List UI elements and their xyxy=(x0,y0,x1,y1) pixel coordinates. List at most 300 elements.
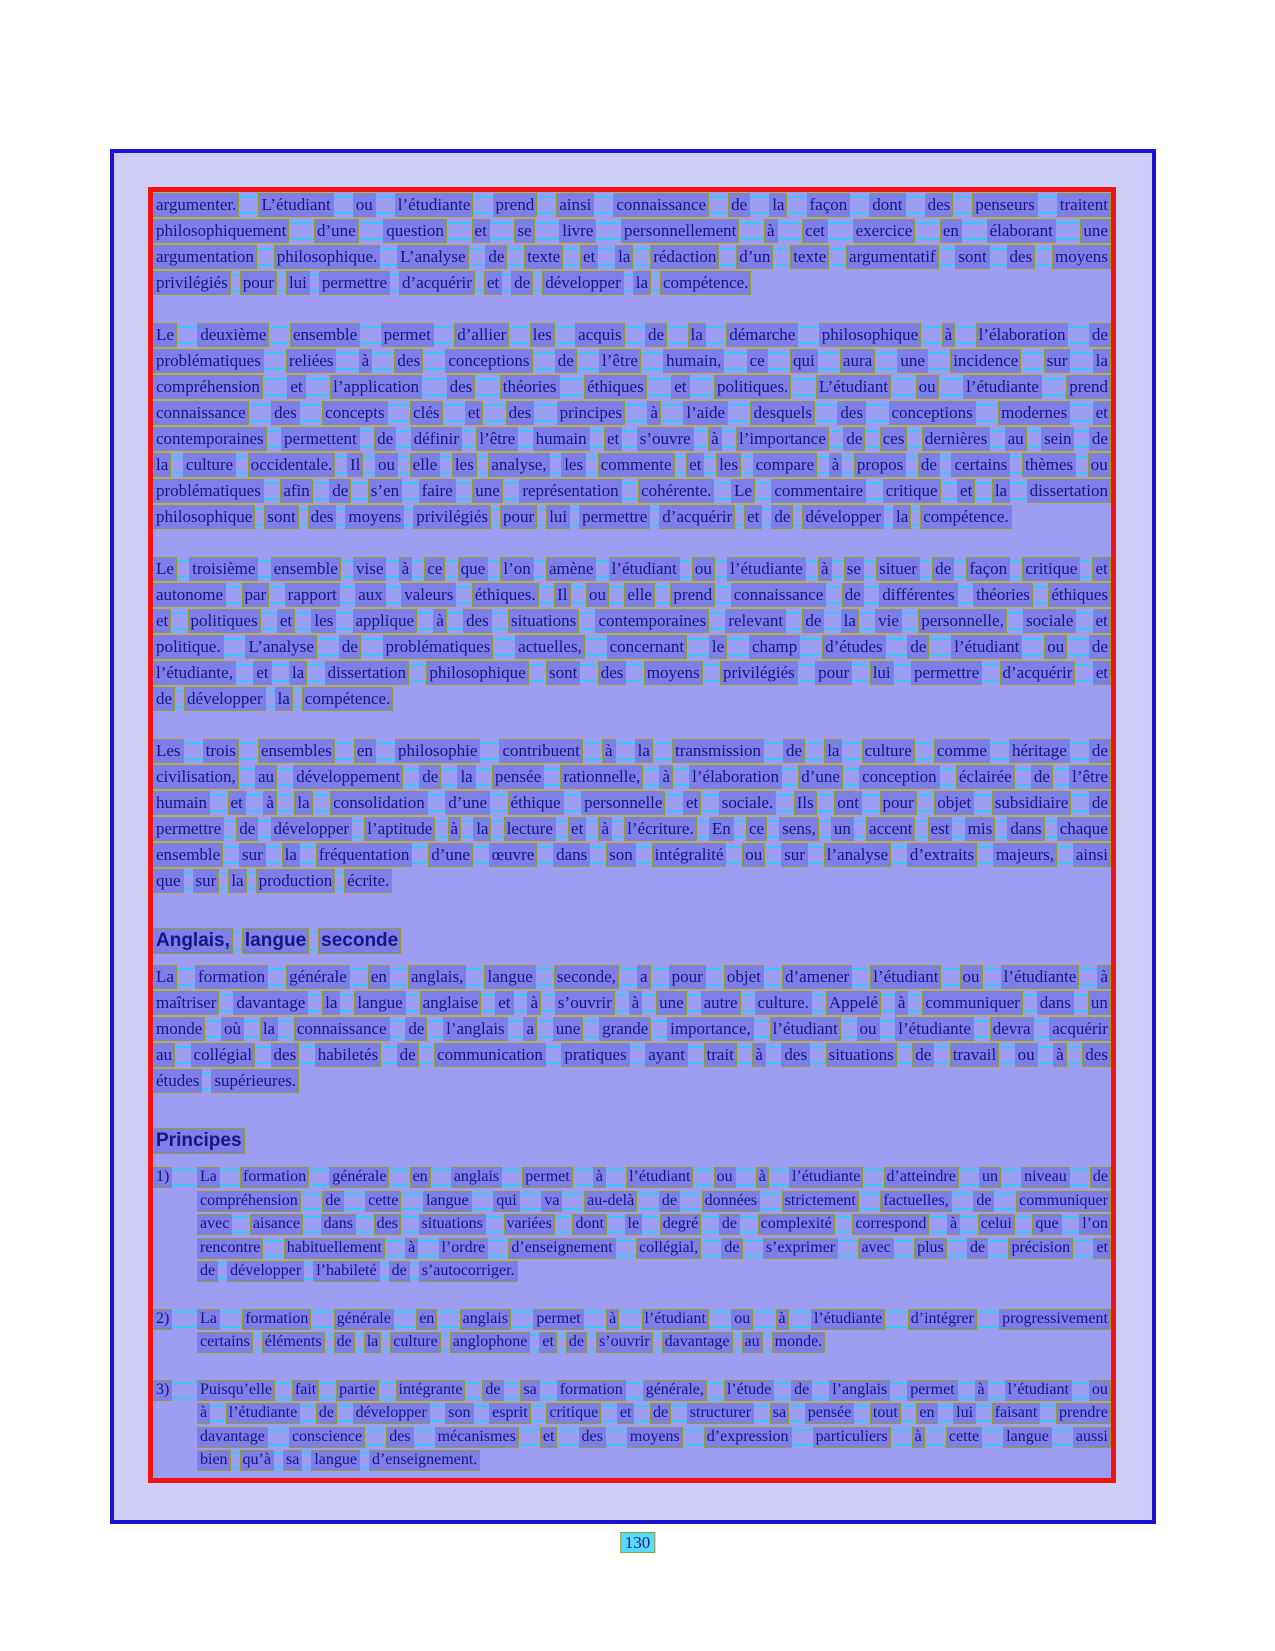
text-line xyxy=(153,1379,197,1403)
word-box: permettent xyxy=(281,427,360,451)
word-box: traitent xyxy=(1057,193,1111,217)
word-box: à xyxy=(659,765,673,789)
word-box: et xyxy=(228,791,246,815)
word-box: certains xyxy=(951,453,1010,477)
word-box: éthiques xyxy=(1048,583,1111,607)
word-box: desquels xyxy=(750,401,815,425)
text-line xyxy=(153,400,1111,426)
word-box: des xyxy=(386,1427,413,1448)
text-line xyxy=(197,1166,1111,1190)
word-box: et xyxy=(153,609,171,633)
word-box: texte xyxy=(524,245,563,269)
word-box: des xyxy=(579,1427,606,1448)
word-box: humain xyxy=(533,427,590,451)
word-box: sur xyxy=(239,843,266,867)
word-box: de xyxy=(783,739,805,763)
word-box: lui xyxy=(546,505,570,529)
word-box: et xyxy=(1092,557,1110,581)
word-box: aussi xyxy=(1073,1427,1111,1448)
document-page xyxy=(110,149,1156,1524)
word-box: acquérir xyxy=(1049,1017,1111,1041)
word-box: qu’à xyxy=(240,1450,274,1471)
text-line xyxy=(153,868,392,894)
word-box: et xyxy=(1093,609,1111,633)
word-box: le xyxy=(625,1214,643,1235)
word-box: et xyxy=(683,791,701,815)
word-box: de xyxy=(650,1403,671,1424)
word-box: l’étudiante xyxy=(727,557,806,581)
word-box: façon xyxy=(966,557,1010,581)
word-box: monde. xyxy=(772,1332,826,1353)
paragraph xyxy=(153,738,1111,894)
word-box: problématiques xyxy=(153,479,264,503)
word-box: ensemble xyxy=(153,843,223,867)
word-box: à xyxy=(776,1309,789,1330)
word-box: l’étudiant xyxy=(1005,1380,1072,1401)
word-box: La xyxy=(197,1309,220,1330)
word-box: sens, xyxy=(779,817,819,841)
word-box: supérieures. xyxy=(211,1069,299,1093)
word-box: pensée xyxy=(805,1403,855,1424)
word-box: développer xyxy=(271,817,353,841)
word-box: rédaction xyxy=(650,245,719,269)
word-box: aux xyxy=(355,583,386,607)
word-box: à xyxy=(942,323,956,347)
word-box: l’aide xyxy=(683,401,728,425)
word-box: concepts xyxy=(322,401,387,425)
word-box: Le xyxy=(153,557,177,581)
heading-word-box: seconde xyxy=(318,928,401,954)
word-box: ce xyxy=(424,557,445,581)
heading-word-box: Anglais, xyxy=(153,928,233,954)
word-box: question xyxy=(383,219,447,243)
word-box: à xyxy=(829,453,843,477)
word-box: rationnelle, xyxy=(560,765,643,789)
word-box: ensemble xyxy=(290,323,360,347)
word-box: contemporaines xyxy=(153,427,267,451)
item-number-column xyxy=(153,1308,197,1355)
word-box: son xyxy=(606,843,636,867)
word-box: majeurs, xyxy=(993,843,1057,867)
word-box: d’une xyxy=(428,843,473,867)
word-box: la xyxy=(457,765,475,789)
word-box: de xyxy=(566,1332,587,1353)
word-box: de xyxy=(1089,635,1111,659)
word-box: L’étudiant xyxy=(816,375,891,399)
word-box: et xyxy=(580,245,598,269)
word-box: en xyxy=(940,219,962,243)
word-box: ensemble xyxy=(271,557,341,581)
word-box: critique xyxy=(546,1403,601,1424)
text-line xyxy=(153,426,1111,452)
word-box: la xyxy=(294,791,312,815)
word-box: générale, xyxy=(643,1380,707,1401)
word-box: maîtriser xyxy=(153,991,219,1015)
word-box: le xyxy=(709,635,727,659)
word-box: pensée xyxy=(492,765,544,789)
word-box: d’enseignement xyxy=(508,1238,615,1259)
word-box: Le xyxy=(153,323,177,347)
word-box: à xyxy=(752,1043,766,1067)
word-box: acquis xyxy=(575,323,624,347)
word-box: héritage xyxy=(1009,739,1070,763)
word-box: développer xyxy=(802,505,884,529)
word-box: vie xyxy=(875,609,902,633)
word-box: la xyxy=(228,869,246,893)
word-box: où xyxy=(221,1017,244,1041)
word-box: degré xyxy=(660,1214,702,1235)
word-box: progressivement xyxy=(999,1309,1111,1330)
word-box: ou xyxy=(1015,1043,1038,1067)
word-box: à xyxy=(947,1214,960,1235)
word-box: autonome xyxy=(153,583,226,607)
word-box: des xyxy=(308,505,337,529)
item-number-column xyxy=(153,1379,197,1473)
text-line xyxy=(153,374,1111,400)
word-box: personnellement xyxy=(621,219,739,243)
word-box: philosophiquement xyxy=(153,219,289,243)
word-box: anglophone xyxy=(450,1332,531,1353)
word-box: les xyxy=(530,323,555,347)
word-box: pour xyxy=(669,965,706,989)
word-box: sont xyxy=(264,505,298,529)
word-box: conception xyxy=(859,765,940,789)
word-box: politiques. xyxy=(714,375,791,399)
word-box: ou xyxy=(353,193,376,217)
numbered-item xyxy=(153,1166,1111,1284)
word-box: critique xyxy=(1022,557,1080,581)
word-box: prend xyxy=(1066,375,1111,399)
word-box: collégial xyxy=(191,1043,256,1067)
text-line xyxy=(153,927,401,955)
item-body xyxy=(197,1379,1111,1473)
word-box: contemporaines xyxy=(595,609,709,633)
word-box: davantage xyxy=(197,1427,268,1448)
word-box: intégrante xyxy=(396,1380,466,1401)
word-box: de xyxy=(329,479,351,503)
word-box: fait xyxy=(292,1380,319,1401)
word-box: études xyxy=(153,1069,202,1093)
word-box: à xyxy=(629,991,643,1015)
word-box: de xyxy=(1031,765,1053,789)
word-box: s’ouvrir xyxy=(555,991,615,1015)
word-box: moyens xyxy=(345,505,404,529)
word-box: sein xyxy=(1041,427,1074,451)
word-box: Il xyxy=(347,453,363,477)
word-box: s’exprimer xyxy=(763,1238,838,1259)
text-line xyxy=(153,556,1111,582)
word-box: celui xyxy=(978,1214,1015,1235)
word-box: esprit xyxy=(489,1403,531,1424)
text-line xyxy=(153,452,1111,478)
word-box: chaque xyxy=(1057,817,1111,841)
word-box: intégralité xyxy=(652,843,727,867)
section-heading xyxy=(153,927,1111,955)
word-box: accent xyxy=(866,817,915,841)
word-box: l’étude xyxy=(724,1380,774,1401)
word-box: éthiques xyxy=(584,375,647,399)
text-line xyxy=(153,990,1111,1016)
word-box: des xyxy=(1007,245,1036,269)
word-box: moyens xyxy=(1052,245,1111,269)
word-box: collégial, xyxy=(636,1238,701,1259)
word-box: concernant xyxy=(607,635,688,659)
word-box: ainsi xyxy=(556,193,594,217)
word-box: s’autocorriger. xyxy=(419,1261,518,1282)
word-box: autre xyxy=(701,991,741,1015)
word-box: analyse, xyxy=(488,453,549,477)
ocr-text-region-box xyxy=(148,187,1116,1483)
text-line xyxy=(153,322,1111,348)
word-box: et xyxy=(287,375,305,399)
word-box: Puisqu’elle xyxy=(197,1380,275,1401)
word-box: permet xyxy=(907,1380,957,1401)
word-box: permettre xyxy=(153,817,224,841)
word-box: habiletés xyxy=(315,1043,381,1067)
word-box: applique xyxy=(353,609,418,633)
word-box: au-delà xyxy=(584,1191,637,1212)
word-box: aura xyxy=(840,349,875,373)
word-box: et xyxy=(540,1427,558,1448)
word-box: En xyxy=(709,817,734,841)
word-box: commente xyxy=(598,453,675,477)
word-box: valeurs xyxy=(401,583,456,607)
word-box: mis xyxy=(965,817,996,841)
word-box: conceptions xyxy=(445,349,532,373)
word-box: texte xyxy=(790,245,829,269)
word-box: à xyxy=(448,817,462,841)
text-line xyxy=(197,1237,1111,1261)
word-box: d’une xyxy=(445,791,490,815)
word-box: argumentatif xyxy=(846,245,939,269)
word-box: L’analyse xyxy=(245,635,316,659)
word-box: sur xyxy=(781,843,808,867)
word-box: exercice xyxy=(853,219,916,243)
word-box: de xyxy=(197,1261,218,1282)
word-box: subsidiaire xyxy=(992,791,1072,815)
word-box: prendre xyxy=(1056,1403,1111,1424)
word-box: amène xyxy=(546,557,596,581)
word-box: la xyxy=(1093,349,1111,373)
word-box: langue xyxy=(1003,1427,1052,1448)
word-box: formation xyxy=(195,965,268,989)
word-box: à xyxy=(593,1167,606,1188)
word-box: anglais, xyxy=(408,965,466,989)
word-box: des xyxy=(837,401,866,425)
text-line xyxy=(153,790,1111,816)
word-box: Les xyxy=(153,739,184,763)
word-box: de xyxy=(389,1261,410,1282)
word-box: l’analyse xyxy=(824,843,891,867)
word-box: à xyxy=(912,1427,925,1448)
word-box: représentation xyxy=(519,479,621,503)
word-box: de xyxy=(918,453,940,477)
word-box: à xyxy=(405,1238,418,1259)
word-box: s’ouvrir xyxy=(596,1332,653,1353)
word-box: L’étudiant xyxy=(258,193,333,217)
word-box: de xyxy=(334,1332,355,1353)
text-line xyxy=(153,1016,1111,1042)
word-box: va xyxy=(541,1191,562,1212)
word-box: privilégiés xyxy=(720,661,798,685)
word-box: d’acquérir xyxy=(1000,661,1076,685)
text-line xyxy=(153,686,393,712)
text-line xyxy=(153,764,1111,790)
word-box: lui xyxy=(953,1403,976,1424)
word-box: elle xyxy=(624,583,655,607)
word-box: à xyxy=(708,427,722,451)
word-box: communication xyxy=(434,1043,546,1067)
word-box: de xyxy=(1089,323,1111,347)
word-box: politiques xyxy=(188,609,261,633)
word-box: et xyxy=(744,505,762,529)
word-box: connaissance xyxy=(153,401,249,425)
word-box: que xyxy=(458,557,489,581)
word-box: de xyxy=(912,1043,934,1067)
word-box: sont xyxy=(546,661,580,685)
word-box: démarche xyxy=(726,323,798,347)
word-box: permettre xyxy=(319,271,390,295)
word-box: philosophique xyxy=(153,505,255,529)
word-box: importance, xyxy=(667,1017,754,1041)
word-box: à xyxy=(895,991,909,1015)
word-box: et xyxy=(1093,1238,1111,1259)
word-box: une xyxy=(553,1017,584,1041)
word-box: générale xyxy=(329,1167,389,1188)
word-box: de xyxy=(967,1238,988,1259)
word-box: est xyxy=(928,817,953,841)
word-box: personnelle, xyxy=(918,609,1007,633)
word-box: la xyxy=(322,991,340,1015)
word-box: particuliers xyxy=(813,1427,891,1448)
word-box: de xyxy=(374,427,396,451)
word-box: à xyxy=(975,1380,988,1401)
heading-word-box: langue xyxy=(242,928,309,954)
word-box: de xyxy=(932,557,954,581)
word-box: à xyxy=(433,609,447,633)
word-box: de xyxy=(728,193,750,217)
word-box: que xyxy=(1032,1214,1061,1235)
word-box: problématiques xyxy=(383,635,494,659)
word-box: sociale xyxy=(1023,609,1076,633)
text-line xyxy=(197,1379,1111,1403)
text-line xyxy=(153,1127,245,1155)
word-box: s’en xyxy=(368,479,402,503)
word-box: production xyxy=(256,869,336,893)
word-box: davantage xyxy=(233,991,308,1015)
word-box: à xyxy=(764,219,778,243)
word-box: les xyxy=(716,453,741,477)
word-box: de xyxy=(719,1214,740,1235)
word-box: l’étudiante xyxy=(1001,965,1080,989)
word-box: de xyxy=(316,1403,337,1424)
word-box: des xyxy=(598,661,627,685)
word-box: l’étudiante xyxy=(226,1403,300,1424)
word-box: de xyxy=(482,1380,503,1401)
word-box: à xyxy=(756,1167,769,1188)
word-box: et xyxy=(604,427,622,451)
word-box: en xyxy=(368,965,390,989)
text-line xyxy=(197,1402,1111,1426)
word-box: contribuent xyxy=(499,739,582,763)
word-box: au xyxy=(255,765,277,789)
word-box: compétence. xyxy=(920,505,1011,529)
word-box: l’ordre xyxy=(439,1238,489,1259)
word-box: relevant xyxy=(725,609,786,633)
word-box: critique xyxy=(883,479,941,503)
word-box: de xyxy=(419,765,441,789)
item-number: 3) xyxy=(153,1380,172,1401)
word-box: L’analyse xyxy=(397,245,468,269)
word-box: faire xyxy=(419,479,456,503)
word-box: et xyxy=(671,375,689,399)
word-box: l’être xyxy=(599,349,641,373)
word-box: au xyxy=(153,1043,175,1067)
word-box: précision xyxy=(1008,1238,1073,1259)
word-box: à xyxy=(527,991,541,1015)
word-box: et xyxy=(484,271,502,295)
word-box: connaissance xyxy=(613,193,709,217)
word-box: anglaise xyxy=(420,991,482,1015)
word-box: sur xyxy=(193,869,220,893)
text-line xyxy=(153,348,1111,374)
word-box: en xyxy=(916,1403,937,1424)
word-box: ou xyxy=(714,1167,736,1188)
word-box: des xyxy=(506,401,535,425)
word-box: de xyxy=(791,1380,812,1401)
word-box: développer xyxy=(227,1261,304,1282)
text-line xyxy=(197,1260,518,1284)
word-box: à xyxy=(197,1403,210,1424)
word-box: en xyxy=(410,1167,431,1188)
word-box: troisième xyxy=(189,557,258,581)
word-box: ont xyxy=(834,791,862,815)
word-box: niveau xyxy=(1021,1167,1070,1188)
word-box: écrite. xyxy=(344,869,392,893)
word-box: données xyxy=(702,1191,760,1212)
text-line xyxy=(197,1331,825,1355)
word-box: ou xyxy=(586,583,609,607)
word-box: la xyxy=(633,271,651,295)
word-box: une xyxy=(472,479,503,503)
word-box: l’étudiante xyxy=(395,193,474,217)
word-box: la xyxy=(282,843,300,867)
word-box: dernières xyxy=(922,427,990,451)
word-box: une xyxy=(1080,219,1111,243)
word-box: les xyxy=(311,609,336,633)
word-box: La xyxy=(153,965,177,989)
word-box: à xyxy=(606,1309,619,1330)
word-box: un xyxy=(1088,991,1111,1015)
word-box: langue xyxy=(311,1450,360,1471)
text-line xyxy=(153,1166,197,1190)
word-box: l’écriture. xyxy=(624,817,697,841)
word-box: son xyxy=(445,1403,473,1424)
word-box: à xyxy=(359,349,373,373)
word-box: et xyxy=(472,219,490,243)
word-box: comme xyxy=(934,739,990,763)
word-box: dont xyxy=(869,193,905,217)
text-line xyxy=(153,478,1111,504)
word-box: moyens xyxy=(627,1427,683,1448)
word-box: anglais xyxy=(451,1167,502,1188)
word-box: façon xyxy=(807,193,851,217)
word-box: l’aptitude xyxy=(364,817,435,841)
word-box: politique. xyxy=(153,635,224,659)
word-box: d’un xyxy=(736,245,773,269)
word-box: et xyxy=(686,453,704,477)
text-line xyxy=(197,1308,1111,1332)
